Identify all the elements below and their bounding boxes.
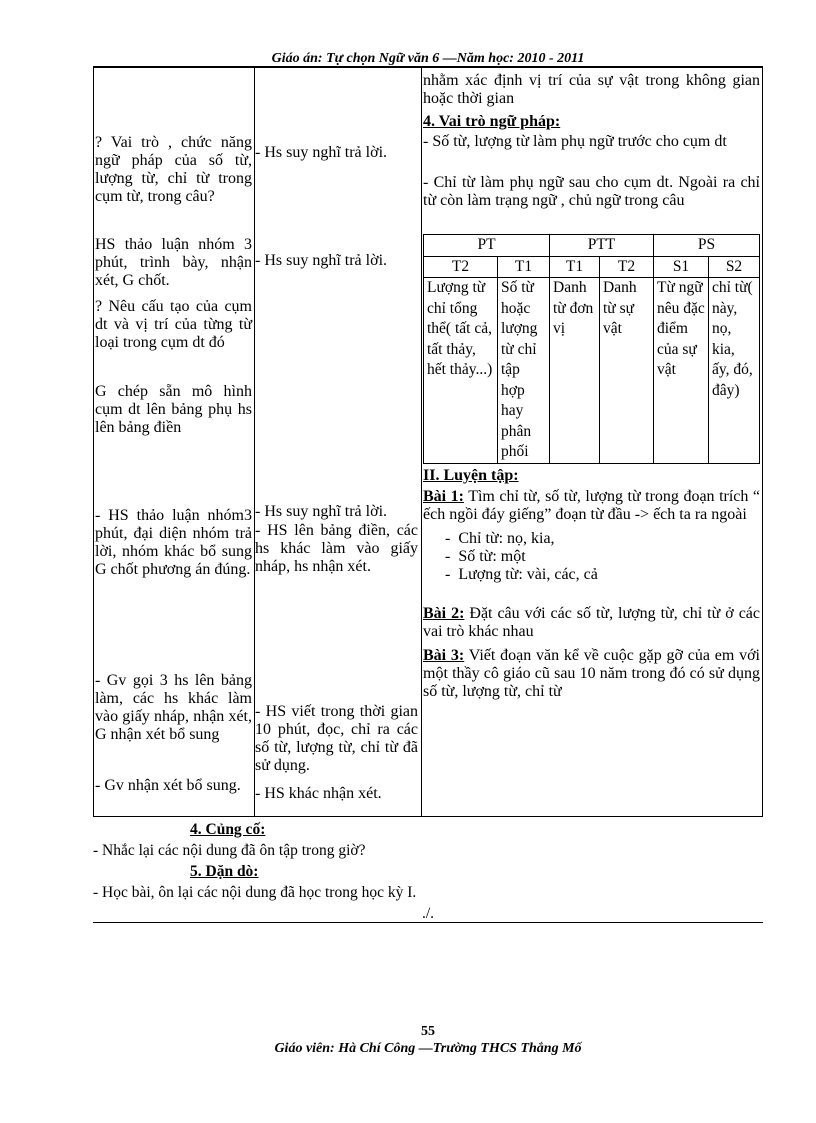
cungco-text: - Nhắc lại các nội dung đã ôn tập trong giờ? [93, 842, 366, 859]
sub-t1b: T1 [550, 256, 600, 278]
end-rule [93, 922, 763, 923]
col1-q1: ? Vai trò , chức năng ngữ pháp của số từ, lượng từ, chỉ từ trong cụm từ, trong câu? [95, 134, 252, 205]
col2-a3: - Hs suy nghĩ trả lời. [255, 503, 388, 520]
sec4-p2: - Chỉ từ làm phụ ngữ sau cho cụm dt. Ngoài ra chỉ từ còn làm trạng ngữ , chủ ngữ trong câu [423, 174, 760, 209]
table-cell: chỉ từ( này, nọ, kia, ấy, đó, đây) [709, 278, 760, 464]
col1-q4: G chép sẵn mô hình cụm dt lên bảng phụ hs lên bảng điền [95, 383, 252, 436]
col1-q3: ? Nêu cấu tạo của cụm dt và vị trí của từng từ loại trong cụm dt đó [95, 298, 252, 351]
end-mark: ./. [421, 905, 435, 922]
table-cell: Danh từ sự vật [600, 278, 654, 464]
col2-a6: - HS khác nhận xét. [255, 785, 382, 802]
bai1-text: Tìm chỉ từ, số từ, lượng từ trong đoạn trích “ ếch ngồi đáy giếng” đoạn từ đầu -> ếch ta ra ngoài [423, 488, 761, 523]
col1-q2: HS thảo luận nhóm 3 phút, trình bày, nhận xét, G chốt. [95, 236, 252, 289]
bai1-list [423, 530, 760, 584]
col1-q5: - HS thảo luận nhóm3 phút, đại diện nhóm trả lời, nhóm khác bổ sung G chốt phương án đúng. [95, 507, 252, 578]
table-cell: Số từ hoặc lượng từ chỉ tập hợp hay phân phối [498, 278, 550, 464]
dando-text: - Học bài, ôn lại các nội dung đã học trong học kỳ I. [93, 884, 417, 901]
sub-s2: S2 [709, 256, 760, 278]
table-cell: Danh từ đơn vị [550, 278, 600, 464]
group-ps: PS [654, 235, 760, 257]
page-header: Giáo án: Tự chọn Ngữ văn 6 —Năm học: 2010 - 2011 [271, 51, 585, 66]
cungco-title: 4. Củng cố: [190, 821, 266, 838]
sec2-title: II. Luyện tập: [423, 467, 519, 484]
group-pt: PT [424, 235, 550, 257]
sub-t2b: T2 [600, 256, 654, 278]
page-number: 55 [421, 1024, 435, 1039]
col1-q6: - Gv gọi 3 hs lên bảng làm, các hs khác làm vào giấy nháp, nhận xét, G nhận xét bổ sung [95, 672, 252, 743]
list-item: - Lượng từ: vài, các, cả [445, 566, 760, 584]
bai3-label: Bài 3: [423, 647, 465, 664]
bai2-text: Đặt câu với các số từ, lượng từ, chỉ từ ở các vai trò khác nhau [423, 605, 761, 640]
group-ptt: PTT [550, 235, 654, 257]
bai3 [423, 647, 760, 701]
noun-phrase-model-table [423, 234, 760, 464]
sub-t2: T2 [424, 256, 498, 278]
bai2 [423, 605, 760, 641]
bai2-label: Bài 2: [423, 605, 465, 622]
list-item: - Chỉ từ: nọ, kia, [445, 530, 760, 548]
bai3-text: Viết đoạn văn kể về cuộc gặp gỡ của em với một thầy cô giáo cũ sau 10 năm trong đó có sử dụng số từ, lượng từ, chỉ từ [423, 647, 760, 700]
sec4-p1: - Số từ, lượng từ làm phụ ngữ trước cho cụm dt [423, 133, 727, 150]
bai1-label: Bài 1: [423, 488, 464, 505]
bai1 [423, 488, 760, 584]
sub-t1: T1 [498, 256, 550, 278]
col1-q7: - Gv nhận xét bổ sung. [95, 777, 241, 794]
sec4-title: 4. Vai trò ngữ pháp: [423, 113, 561, 130]
table-cell: Lượng từ chỉ tổng thể( tất cả, tất thảy, hết thảy...) [424, 278, 498, 464]
col2-a1: - Hs suy nghĩ trả lời. [255, 144, 388, 161]
col2-a4: - HS lên bảng điền, các hs khác làm vào giấy nháp, hs nhận xét. [255, 522, 418, 575]
col2-a2: - Hs suy nghĩ trả lời. [255, 252, 388, 269]
page-footer: Giáo viên: Hà Chí Công —Trường THCS Thắng Mố [274, 1041, 582, 1056]
list-item: - Số từ: một [445, 548, 760, 566]
sub-s1: S1 [654, 256, 709, 278]
dando-title: 5. Dặn dò: [190, 863, 259, 880]
table-cell: Từ ngữ nêu đặc điểm của sự vật [654, 278, 709, 464]
col2-a5: - HS viết trong thời gian 10 phút, đọc, chỉ ra các số từ, lượng từ, chỉ từ đã sử dụng. [255, 703, 418, 774]
col3-intro: nhằm xác định vị trí của sự vật trong không gian hoặc thời gian [423, 72, 760, 107]
